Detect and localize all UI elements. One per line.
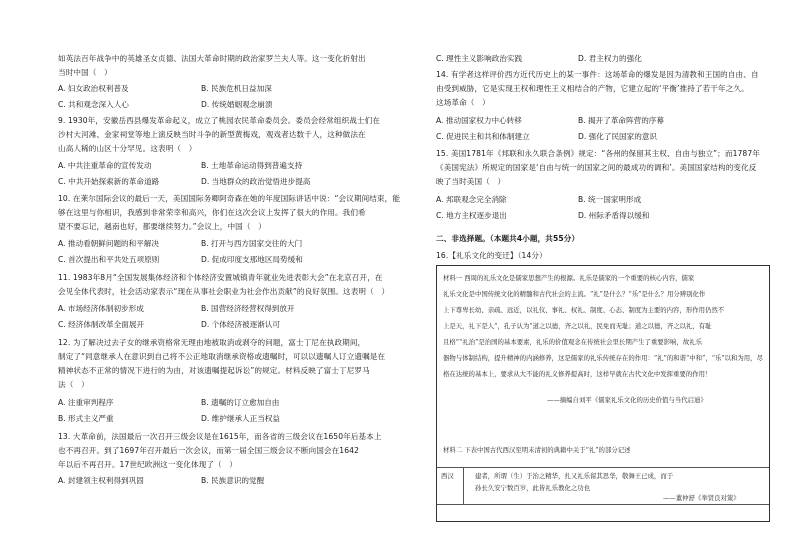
table-cell-text: 建者，所谓（生）于治之精华，扎又礼乐留其思华，敬舞王已成，而于	[475, 472, 674, 480]
option: D. 传统婚姻观念崩溃	[201, 100, 273, 109]
material-source: ——摘编自刘平《儒家礼乐文化的历史价值与当代启迪》	[547, 396, 707, 404]
question-text: 望不要忘记，越南也好，都要继续努力。”会议上，中国（ ）	[58, 222, 266, 231]
question-text: 当时中国（ ）	[58, 68, 112, 77]
question-text: 够在这里与你相识，我感到非常荣幸和高兴，你们在这次会议上发挥了很大的作用。我们希	[58, 208, 366, 217]
option: B. 民族意识的觉醒	[201, 476, 265, 485]
question-text: 也不再召开。到了1697年召开最后一次会议，而第一届全国三级会议不断向国会在1642	[58, 446, 360, 455]
material-text: 格在达统的基本上，要求从大不能的礼义修养提高时，这样早就在古代文化中发挥重要的作用！	[443, 370, 712, 378]
option: B. 遗嘱的订立愈加自由	[201, 398, 280, 407]
material-text: 且格”“礼治”是治国的基本要素，礼乐的价值观念在传统社会里长期产生了重要影响，故礼乐	[443, 338, 703, 346]
material-2-title: 材料二 下表中国古代西汉至明末清初的典籍中关于“礼”的部分记述	[443, 446, 631, 454]
option: D. 当地群众的政治觉悟进步提高	[201, 177, 311, 186]
table-cell-era: 西汉	[441, 472, 454, 480]
option: D. 促成印度支那地区局势缓和	[201, 255, 303, 264]
question-text: 如英法百年战争中的英雄圣女贞德、法国大革命时期的政治家罗兰夫人等。这一变化折射出	[58, 54, 366, 63]
question-text: 山高人稀的山区十分罕见。这表明（ ）	[58, 144, 197, 153]
option: B. 形式主义严重	[58, 414, 114, 423]
material-text: 器物与体制结构，提升精神的内涵修养，这是儒家的礼乐传统存在的作用：“礼”的和谐“中和”，“乐”以和为用，尽	[443, 354, 763, 362]
question-text: 法（ ）	[58, 380, 89, 389]
option: D. 个体经济被逐渐认可	[201, 320, 281, 329]
material-table	[437, 467, 769, 505]
option: C. 地方主权逐步退出	[436, 211, 507, 220]
question-13: 13. 大革命前，法国最后一次召开三级会议是在1615年，而各省的三级会议在1650年后基本上	[58, 432, 382, 441]
option: A. 邦联观念完全消除	[436, 195, 507, 204]
question-9: 9. 1930年，安徽岳西县爆发革命起义，成立了桃园农民革命委员会。委员会经常组织战士们在	[58, 116, 381, 125]
material-text: 上下尊卑长幼、亲疏、远近，以礼仪、事礼、权礼、制度、心态、制度为主要的内容，形作用仍然不	[443, 306, 725, 314]
question-text: 《美国宪法》所规定的国家是‘自由与统一的国家之间的最成功的调和’。美国国家结构的变化反	[436, 163, 757, 172]
question-text: 这场革命（ ）	[436, 98, 490, 107]
option: A. 妇女政治权利普及	[58, 84, 129, 93]
option: D. 强化了民国家的意识	[578, 132, 658, 141]
question-12: 12. 为了解决过去子女的继承资格常无理由地被取消或剥夺的问题，富士丁尼在执政期间，	[58, 338, 366, 347]
option: C. 中共开始探索新的革命道路	[58, 177, 160, 186]
option: A. 封建领主权利得到巩固	[58, 476, 144, 485]
option: D. 君主权力的强化	[578, 54, 642, 63]
question-text: 精神状态不正常的情况下进行的为由，对该遗嘱提起诉讼”的规定。材料反映了富士丁尼罗马	[58, 366, 370, 375]
option: C. 经济体制改革全面展开	[58, 320, 145, 329]
option: B. 揭开了革命阵营的序幕	[578, 116, 664, 125]
option: B. 国营经济经营权得到放开	[201, 304, 295, 313]
option: A. 推动看朝鲜问题的和平解决	[58, 239, 160, 248]
option: D. 州际矛盾得以缓和	[578, 211, 650, 220]
question-10: 10. 在莱尔国际会议的最后一天，美国国际务卿阿奇森在她的年度国际讲话中说：“会议期间结束，能	[58, 194, 401, 203]
option: B. 统一国家明形成	[578, 195, 642, 204]
option: C. 首次提出和平共处五项原则	[58, 255, 160, 264]
material-text: 礼乐文化是中国传统文化的精髓和古代社会的主流。“礼”是什么？“乐”是什么？用分辨别化作	[443, 290, 706, 298]
option: A. 注重审判程序	[58, 398, 114, 407]
question-14: 14. 有学者这样评价西方近代历史上的某一事件：这场革命的爆发是因为清教和王国的自由、自	[436, 70, 759, 79]
question-text: 制定了“同意继承人在意识到自己将不公正地取消继承资格或遗嘱时，可以以遗嘱人订立遗嘱是在	[58, 352, 386, 361]
table-divider	[463, 468, 464, 504]
question-text: 年以后不再召开。17世纪欧洲这一变化体现了（ ）	[58, 460, 238, 469]
option: B. 民族危机日益加深	[201, 84, 272, 93]
option: A. 中共注重革命的宣传发动	[58, 161, 152, 170]
question-text: 由受到威胁，它是实现王权和理性王义相结合的产物，它建立起的‘平衡’推持了若干年之久。	[436, 84, 749, 93]
material-text: 材料一 西周的礼乐文化是儒家思想产生的根源。礼乐是儒家的一个重要的核心内容，儒家	[443, 274, 695, 282]
option: C. 促进民主和共和体制建立	[436, 132, 530, 141]
question-16-title: 16.【礼乐文化的变迁】（14分）	[436, 251, 547, 260]
table-source: ——董仲舒《举贤良对策》	[663, 494, 740, 502]
question-15: 15. 美国1781年《邦联和永久联合条例》规定：“各州的保留其主权、自由与独立”；而1787年	[436, 149, 760, 158]
option: C. 共和观念深入人心	[58, 100, 129, 109]
question-text: 会见全体代表时，社会活动家表示“现在从事社会职业为社会作出贡献”的良好氛围。这表明（ ）	[58, 287, 390, 296]
option: C. 理性主义影响政治实践	[436, 54, 523, 63]
option: A. 市场经济体制初步形成	[58, 304, 144, 313]
question-11: 11. 1983年8月“全国发展集体经济和个体经济安置城镇青年就业先进表彰大会”在北京召开，在	[58, 273, 383, 282]
question-text: 映了当时美国（ ）	[436, 177, 506, 186]
material-box	[436, 265, 770, 522]
question-text: 沙村大河滩、金家祠堂等地上演反映当时斗争的新型黄梅戏，观戏者达数千人，这种做法在	[58, 130, 366, 139]
option: B. 土地革命运动得到普遍支持	[201, 161, 303, 170]
option: D. 维护继承人正当权益	[201, 414, 281, 423]
material-text: 上是天，礼下是人”，孔子认为“道之以德，齐之以礼，民免而无耻；道之以德，齐之以礼，有耻	[443, 322, 712, 330]
option: B. 打开与西方国家交往的大门	[201, 239, 303, 248]
section-title: 二、非选择题。（本题共4小题，共55分）	[436, 234, 580, 243]
table-cell-text: 孙长久安宁数百岁，此皆礼乐教化之功也	[475, 484, 591, 492]
option: A. 推动国家权力中心转移	[436, 116, 522, 125]
